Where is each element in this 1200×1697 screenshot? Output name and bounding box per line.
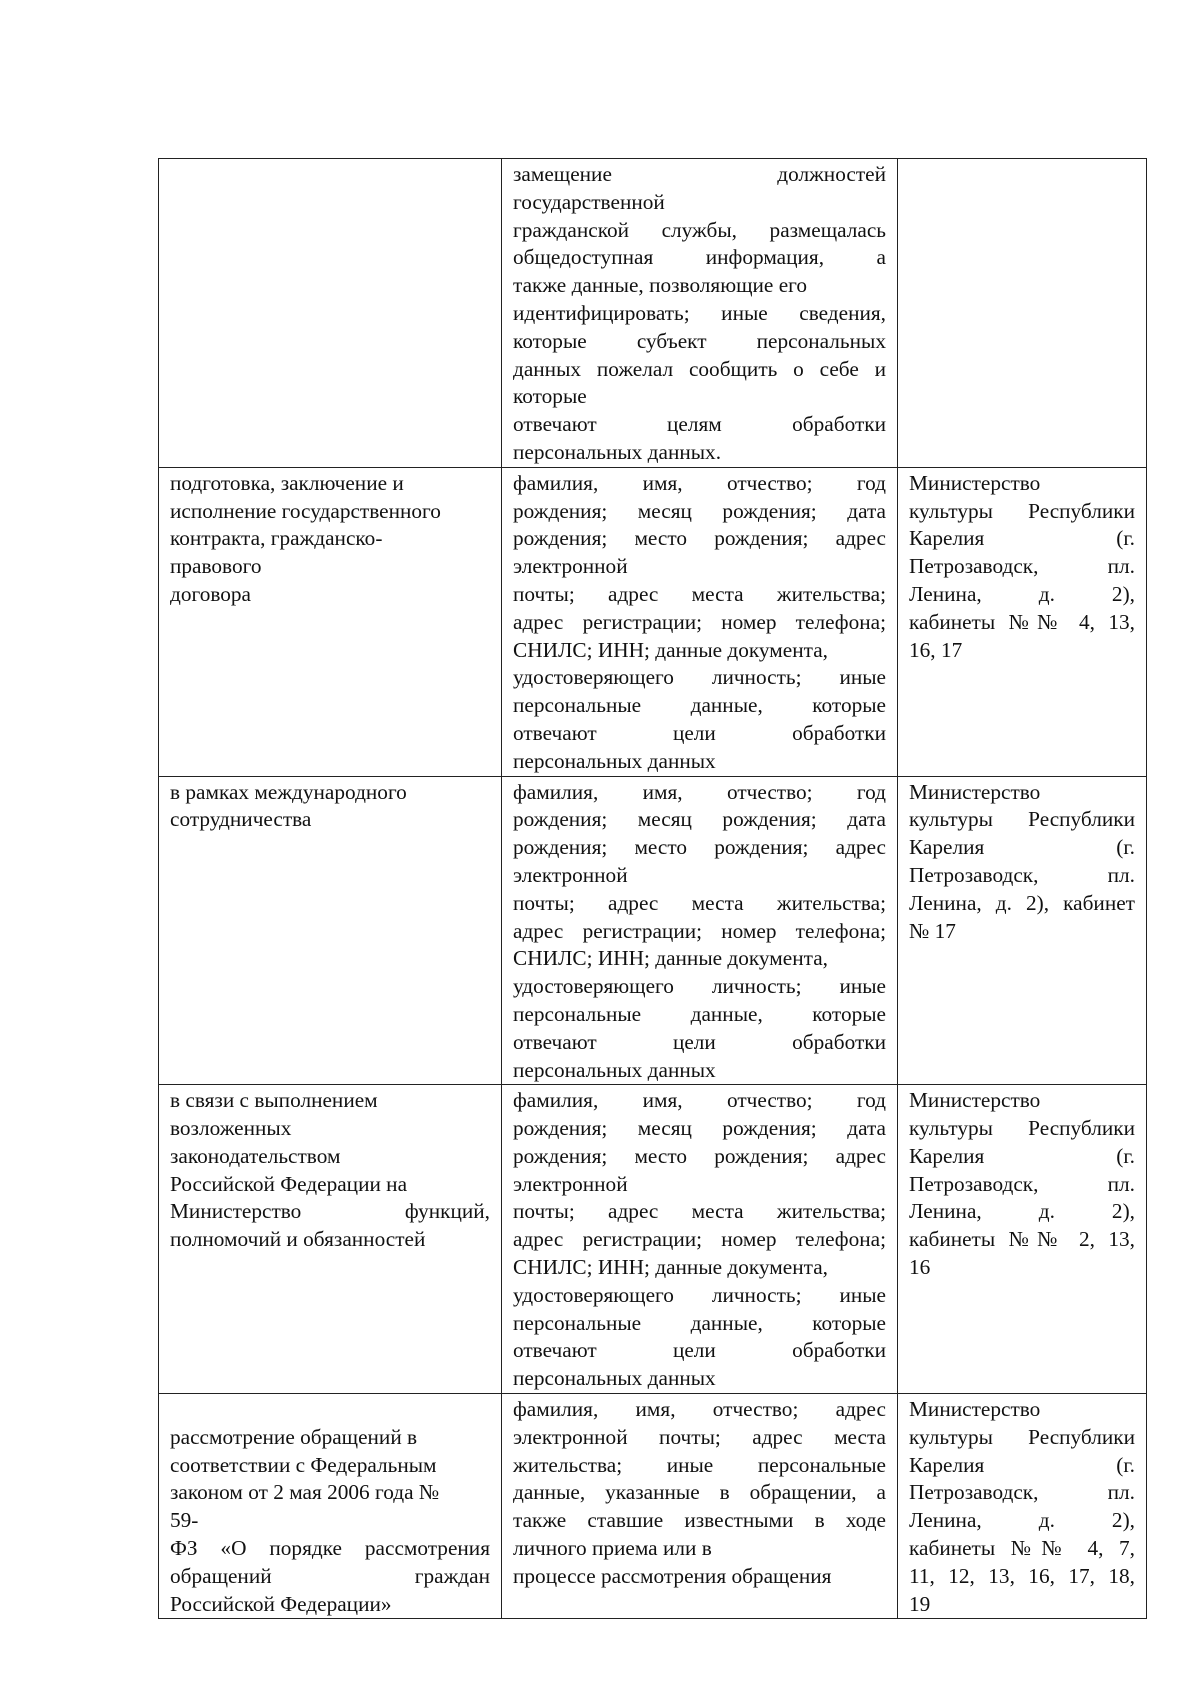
table-row <box>159 1394 1147 1619</box>
cell-text-line: Министерство <box>909 1088 1041 1113</box>
cell-text-line: замещение должностей <box>513 162 886 186</box>
cell-text-line: данные, указанные в обращении, а <box>513 1480 886 1505</box>
purpose-cell <box>159 159 502 468</box>
cell-text-line: Петрозаводск, пл. <box>909 1480 1135 1505</box>
data-categories-cell <box>502 1085 898 1394</box>
cell-text-line: правового <box>170 554 262 579</box>
cell-text-line: в рамках международного <box>170 779 407 804</box>
cell-text-line: адрес регистрации; номер телефона; <box>513 609 886 634</box>
cell-text-line: Ленина, д. 2), <box>909 581 1135 606</box>
cell-text-line: данных пожелал сообщить о себе и <box>513 356 886 381</box>
cell-text-line: личного приема или в <box>513 1536 712 1561</box>
cell-text-line: № 17 <box>909 918 956 943</box>
cell-text-line: удостоверяющего личность; иные <box>513 974 886 999</box>
cell-text-line: персональные данные, которые <box>513 1001 886 1026</box>
cell-text-line: фамилия, имя, отчество; год <box>513 1088 886 1113</box>
cell-text-line: также данные, позволяющие его <box>513 273 808 298</box>
cell-text-line: обращений граждан <box>170 1563 490 1588</box>
cell-text-line: соответствии с Федеральным <box>170 1452 437 1477</box>
cell-text-line: электронной почты; адрес места <box>513 1424 886 1449</box>
location-cell <box>898 467 1147 776</box>
cell-text-line: общедоступная информация, а <box>513 245 886 270</box>
cell-text-line: адрес регистрации; номер телефона; <box>513 1227 886 1252</box>
cell-text-line: персональных данных. <box>513 439 722 464</box>
cell-text-line: возложенных <box>170 1116 292 1141</box>
cell-text-line: персональных данных <box>513 748 716 773</box>
cell-text-line: отвечают целям обработки <box>513 412 886 437</box>
table-row <box>159 1085 1147 1394</box>
cell-text-line: 11, 12, 13, 16, 17, 18, <box>909 1563 1135 1588</box>
cell-text-line: отвечают цели обработки <box>513 720 886 745</box>
cell-text-line: отвечают цели обработки <box>513 1338 886 1363</box>
cell-text-line: жительства; иные персональные <box>513 1452 886 1477</box>
cell-text-line: идентифицировать; иные сведения, <box>513 300 886 325</box>
cell-text-line: персональных данных <box>513 1057 716 1082</box>
cell-text-line: фамилия, имя, отчество; год <box>513 779 886 804</box>
cell-text-line: 16 <box>909 1255 931 1280</box>
cell-text-line: рождения; месяц рождения; дата <box>513 498 886 523</box>
cell-text-line: рассмотрение обращений в <box>170 1424 418 1449</box>
cell-text-line: Ленина, д. 2), кабинет <box>909 890 1135 915</box>
cell-text-line: почты; адрес места жительства; <box>513 1199 886 1224</box>
cell-text-line: 59- <box>170 1508 199 1533</box>
cell-text-line: СНИЛС; ИНН; данные документа, <box>513 1255 828 1280</box>
cell-text-line: Министерство <box>909 470 1041 495</box>
data-categories-cell <box>502 467 898 776</box>
cell-text-line: Петрозаводск, пл. <box>909 1171 1135 1196</box>
cell-text-line: которые субъект персональных <box>513 328 886 353</box>
personal-data-table <box>158 158 1147 1619</box>
data-categories-cell <box>502 776 898 1085</box>
cell-text-line: отвечают цели обработки <box>513 1029 886 1054</box>
data-categories-cell <box>502 159 898 468</box>
cell-text-line: Карелия (г. <box>909 526 1135 551</box>
cell-text-line: исполнение государственного <box>170 498 441 523</box>
cell-text-line: полномочий и обязанностей <box>170 1227 426 1252</box>
cell-text-line: СНИЛС; ИНН; данные документа, <box>513 637 828 662</box>
purpose-cell <box>159 1394 502 1619</box>
cell-text-line <box>170 1396 490 1424</box>
cell-text-line: рождения; месяц рождения; дата <box>513 807 886 832</box>
cell-text-line: кабинеты №№ 4, 13, <box>909 609 1135 634</box>
cell-text-line: Ленина, д. 2), <box>909 1199 1135 1224</box>
cell-text-line: в связи с выполнением <box>170 1088 378 1113</box>
cell-text-line: Петрозаводск, пл. <box>909 554 1135 579</box>
purpose-cell <box>159 1085 502 1394</box>
cell-text-line: рождения; месяц рождения; дата <box>513 1116 886 1141</box>
cell-text-line: культуры Республики <box>909 498 1135 523</box>
cell-text-line: фамилия, имя, отчество; адрес <box>513 1397 886 1422</box>
cell-text-line: персональных данных <box>513 1366 716 1391</box>
cell-text-line: культуры Республики <box>909 1424 1135 1449</box>
table-row <box>159 467 1147 776</box>
cell-text-line: кабинеты №№ 4, 7, <box>909 1536 1135 1561</box>
cell-text-line: Российской Федерации на <box>170 1171 408 1196</box>
cell-text-line: подготовка, заключение и <box>170 470 404 495</box>
cell-text-line: сотрудничества <box>170 807 312 832</box>
cell-text-line: почты; адрес места жительства; <box>513 890 886 915</box>
cell-text-line: рождения; место рождения; адрес <box>513 835 886 860</box>
cell-text-line: культуры Республики <box>909 807 1135 832</box>
cell-text-line: Карелия (г. <box>909 1452 1135 1477</box>
cell-text-line: персональные данные, которые <box>513 1310 886 1335</box>
cell-text-line: законом от 2 мая 2006 года № <box>170 1480 440 1505</box>
location-cell <box>898 159 1147 468</box>
cell-text-line: Министерство <box>909 779 1041 804</box>
cell-text-line: электронной <box>513 1171 628 1196</box>
cell-text-line: почты; адрес места жительства; <box>513 581 886 606</box>
cell-text-line: договора <box>170 581 251 606</box>
cell-text-line: процессе рассмотрения обращения <box>513 1563 832 1588</box>
cell-text-line: удостоверяющего личность; иные <box>513 665 886 690</box>
cell-text-line: Карелия (г. <box>909 835 1135 860</box>
location-cell <box>898 1394 1147 1619</box>
cell-text-line: Петрозаводск, пл. <box>909 862 1135 887</box>
cell-text-line: электронной <box>513 862 628 887</box>
cell-text-line: которые <box>513 384 587 409</box>
cell-text-line: ФЗ «О порядке рассмотрения <box>170 1536 490 1561</box>
table-row <box>159 159 1147 468</box>
cell-text-line: СНИЛС; ИНН; данные документа, <box>513 946 828 971</box>
cell-text-line: законодательством <box>170 1143 341 1168</box>
cell-text-line: Ленина, д. 2), <box>909 1508 1135 1533</box>
cell-text-line: 16, 17 <box>909 637 963 662</box>
table-row <box>159 776 1147 1085</box>
cell-text-line: электронной <box>513 554 628 579</box>
purpose-cell <box>159 776 502 1085</box>
cell-text-line: фамилия, имя, отчество; год <box>513 470 886 495</box>
cell-text-line: Министерство функций, <box>170 1199 490 1224</box>
cell-text-line: Российской Федерации» <box>170 1591 392 1616</box>
cell-text-line: государственной <box>513 189 665 214</box>
location-cell <box>898 776 1147 1085</box>
cell-text-line: удостоверяющего личность; иные <box>513 1282 886 1307</box>
cell-text-line: рождения; место рождения; адрес <box>513 1143 886 1168</box>
cell-text-line: также ставшие известными в ходе <box>513 1508 886 1533</box>
cell-text-line: Карелия (г. <box>909 1143 1135 1168</box>
data-categories-cell <box>502 1394 898 1619</box>
cell-text-line: культуры Республики <box>909 1116 1135 1141</box>
cell-text-line: персональные данные, которые <box>513 693 886 718</box>
location-cell <box>898 1085 1147 1394</box>
cell-text-line: 19 <box>909 1591 931 1616</box>
cell-text-line: Министерство <box>909 1397 1041 1422</box>
cell-text-line: кабинеты №№ 2, 13, <box>909 1227 1135 1252</box>
cell-text-line: адрес регистрации; номер телефона; <box>513 918 886 943</box>
purpose-cell <box>159 467 502 776</box>
cell-text-line: контракта, гражданско- <box>170 526 383 551</box>
cell-text-line: рождения; место рождения; адрес <box>513 526 886 551</box>
cell-text-line: гражданской службы, размещалась <box>513 217 886 242</box>
